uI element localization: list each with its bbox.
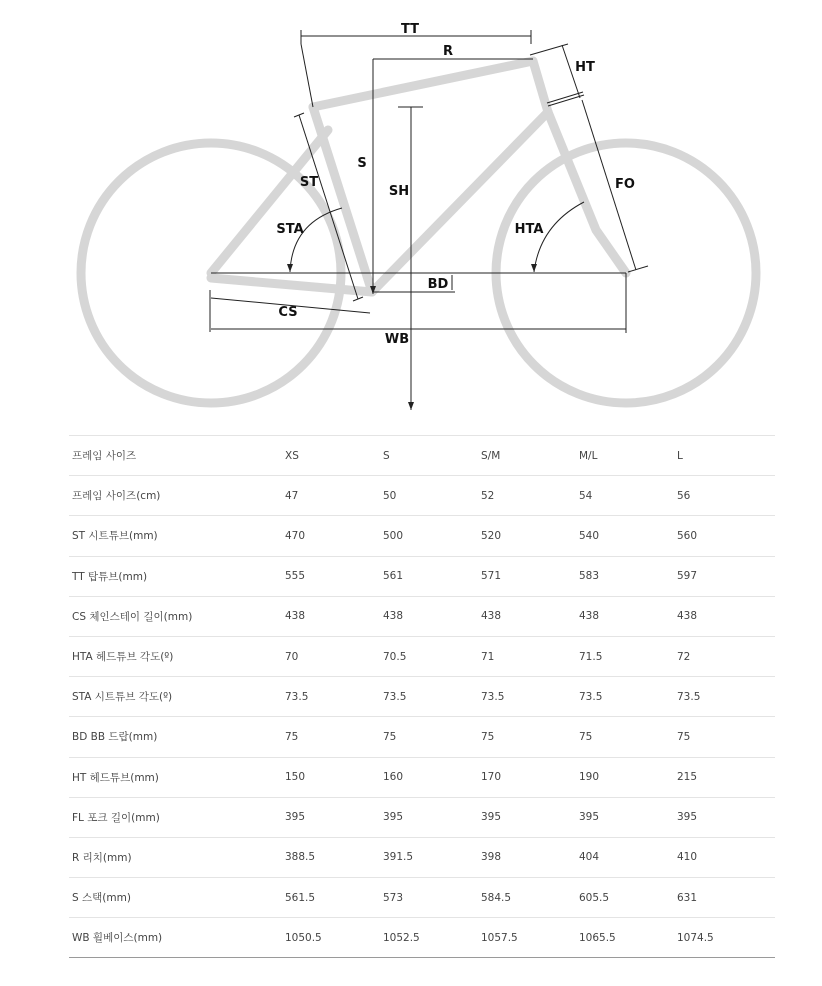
row-value: 597 (677, 556, 775, 596)
row-value: 438 (285, 596, 383, 636)
row-label: WB 휠베이스(mm) (69, 918, 285, 958)
row-value: 73.5 (481, 677, 579, 717)
row-value: 540 (579, 516, 677, 556)
row-value: 1074.5 (677, 918, 775, 958)
label-hta: HTA (514, 222, 544, 237)
row-value: 73.5 (677, 677, 775, 717)
table-row (69, 596, 775, 636)
table-header-row (69, 436, 775, 476)
table-row (69, 677, 775, 717)
row-value: 1052.5 (383, 918, 481, 958)
label-s: S (357, 156, 367, 171)
row-label: STA 시트튜브 각도(º) (69, 677, 285, 717)
head-tube (533, 61, 548, 112)
row-value: 438 (481, 596, 579, 636)
row-value: 500 (383, 516, 481, 556)
row-value: 190 (579, 757, 677, 797)
row-value: 631 (677, 878, 775, 918)
chain-stay (211, 278, 372, 292)
label-sh: SH (388, 184, 410, 199)
row-label: HT 헤드튜브(mm) (69, 757, 285, 797)
row-value: 555 (285, 556, 383, 596)
label-tt: TT (400, 22, 420, 37)
row-value: 583 (579, 556, 677, 596)
row-value: 561.5 (285, 878, 383, 918)
row-value: 56 (677, 476, 775, 516)
row-value: 72 (677, 636, 775, 676)
table-row (69, 717, 775, 757)
row-value: 73.5 (285, 677, 383, 717)
row-value: 560 (677, 516, 775, 556)
header-size-ml: M/L (579, 436, 677, 476)
label-fo: FO (615, 177, 635, 192)
label-bd: BD (427, 277, 449, 292)
row-label: TT 탑튜브(mm) (69, 556, 285, 596)
table-row (69, 636, 775, 676)
row-value: 150 (285, 757, 383, 797)
row-value: 75 (677, 717, 775, 757)
fork (548, 112, 626, 273)
row-value: 520 (481, 516, 579, 556)
row-value: 395 (579, 797, 677, 837)
row-value: 71 (481, 636, 579, 676)
table-row (69, 757, 775, 797)
row-value: 47 (285, 476, 383, 516)
label-sta: STA (276, 222, 304, 237)
row-value: 470 (285, 516, 383, 556)
table-row (69, 516, 775, 556)
row-value: 70.5 (383, 636, 481, 676)
row-value: 170 (481, 757, 579, 797)
row-value: 438 (677, 596, 775, 636)
row-value: 391.5 (383, 837, 481, 877)
row-value: 438 (383, 596, 481, 636)
top-tube (313, 61, 533, 107)
table-row (69, 797, 775, 837)
row-value: 395 (481, 797, 579, 837)
label-r: R (442, 44, 454, 59)
table-row (69, 837, 775, 877)
row-value: 1065.5 (579, 918, 677, 958)
row-value: 438 (579, 596, 677, 636)
row-value: 73.5 (579, 677, 677, 717)
row-value: 573 (383, 878, 481, 918)
row-value: 395 (677, 797, 775, 837)
geometry-table (69, 435, 775, 958)
row-label: ST 시트튜브(mm) (69, 516, 285, 556)
row-value: 404 (579, 837, 677, 877)
row-value: 398 (481, 837, 579, 877)
row-value: 54 (579, 476, 677, 516)
row-value: 70 (285, 636, 383, 676)
row-value: 215 (677, 757, 775, 797)
row-value: 410 (677, 837, 775, 877)
row-value: 75 (383, 717, 481, 757)
label-ht: HT (575, 60, 595, 75)
table-row (69, 918, 775, 958)
row-value: 395 (285, 797, 383, 837)
row-label: S 스택(mm) (69, 878, 285, 918)
table-row (69, 556, 775, 596)
label-wb: WB (384, 332, 410, 347)
row-value: 1057.5 (481, 918, 579, 958)
table-row (69, 476, 775, 516)
row-value: 388.5 (285, 837, 383, 877)
table-row (69, 878, 775, 918)
row-value: 71.5 (579, 636, 677, 676)
row-label: 프레임 사이즈(cm) (69, 476, 285, 516)
row-value: 605.5 (579, 878, 677, 918)
row-value: 571 (481, 556, 579, 596)
header-size-xs: XS (285, 436, 383, 476)
geometry-table-body (69, 436, 775, 958)
hta-arc (534, 202, 584, 272)
label-cs: CS (278, 305, 298, 320)
row-value: 561 (383, 556, 481, 596)
header-size-sm: S/M (481, 436, 579, 476)
row-label: FL 포크 길이(mm) (69, 797, 285, 837)
bike-frame (211, 61, 626, 292)
row-value: 395 (383, 797, 481, 837)
row-label: BD BB 드랍(mm) (69, 717, 285, 757)
row-value: 584.5 (481, 878, 579, 918)
row-value: 73.5 (383, 677, 481, 717)
row-value: 160 (383, 757, 481, 797)
row-value: 75 (481, 717, 579, 757)
row-label: R 리치(mm) (69, 837, 285, 877)
row-label: HTA 헤드튜브 각도(º) (69, 636, 285, 676)
row-value: 75 (579, 717, 677, 757)
row-value: 75 (285, 717, 383, 757)
header-size-s: S (383, 436, 481, 476)
header-label: 프레임 사이즈 (69, 436, 285, 476)
row-label: CS 체인스테이 길이(mm) (69, 596, 285, 636)
row-value: 50 (383, 476, 481, 516)
row-value: 1050.5 (285, 918, 383, 958)
label-st: ST (299, 175, 319, 190)
bike-geometry-diagram (0, 0, 822, 425)
header-size-l: L (677, 436, 775, 476)
row-value: 52 (481, 476, 579, 516)
